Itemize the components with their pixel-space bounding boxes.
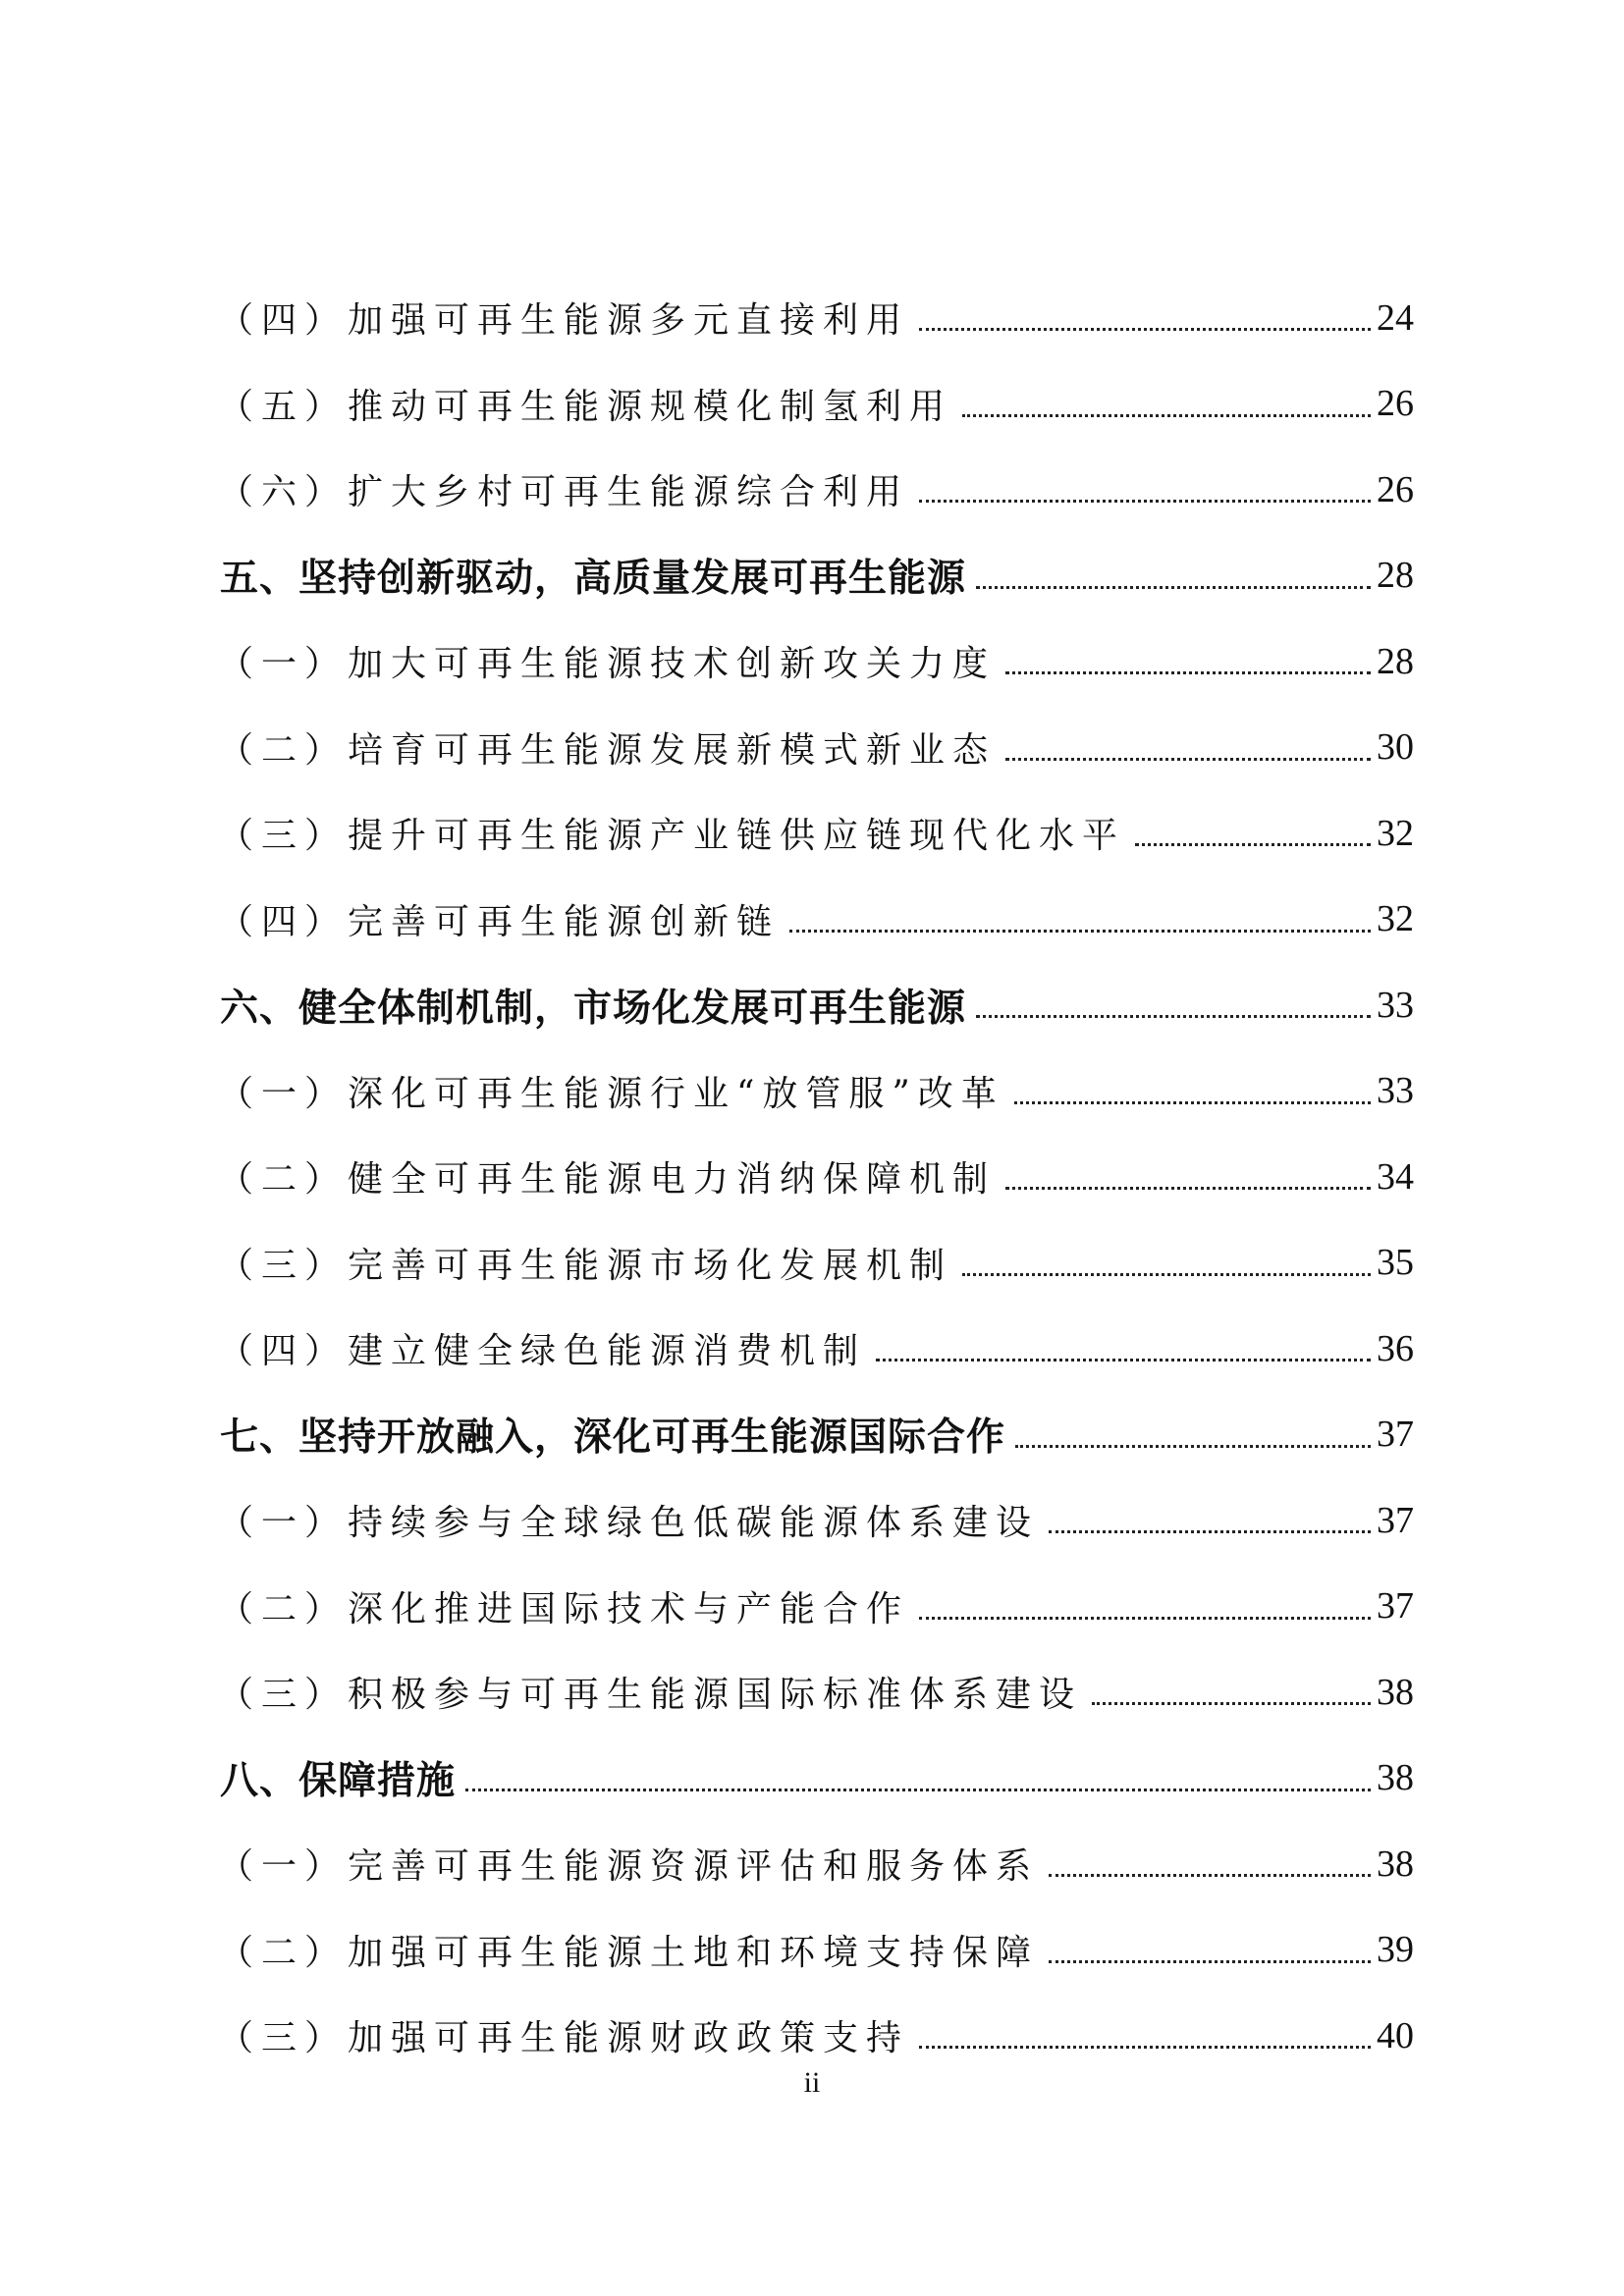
footer-page-number: ii (803, 2066, 821, 2099)
toc-entry-page: 40 (1377, 2014, 1414, 2056)
toc-entry-page: 32 (1377, 812, 1414, 854)
toc-entry[interactable] (0, 1306, 1624, 1392)
dot-leader (1005, 1187, 1371, 1190)
toc-entry[interactable] (0, 1907, 1624, 1994)
toc-entry[interactable] (0, 1564, 1624, 1650)
dot-leader (1049, 1960, 1371, 1963)
toc-entry-title: （四）完善可再生能源创新链 (218, 901, 781, 942)
toc-entry-title: （一）完善可再生能源资源评估和服务体系 (218, 1846, 1040, 1888)
toc-entry-title: （四）加强可再生能源多元直接利用 (218, 300, 910, 342)
dot-leader (976, 1015, 1371, 1018)
dot-leader (1049, 1530, 1371, 1533)
dot-leader (1015, 1445, 1371, 1448)
toc-entry-page: 28 (1377, 640, 1414, 682)
dot-leader (962, 1273, 1371, 1276)
toc-entry-page: 39 (1377, 1929, 1414, 1971)
toc-entry-page: 35 (1377, 1242, 1414, 1284)
toc-entry[interactable] (0, 705, 1624, 791)
table-of-contents (0, 275, 1624, 2079)
dot-leader (1049, 1874, 1371, 1877)
toc-chapter-title: 六、健全体制机制，市场化发展可再生能源 (220, 986, 967, 1031)
toc-entry-title: （三）加强可再生能源财政政策支持 (218, 2018, 910, 2059)
toc-entry-title: （一）加大可再生能源技术创新攻关力度 (218, 644, 997, 685)
toc-entry-page: 38 (1377, 1671, 1414, 1713)
toc-chapter-title: 八、保障措施 (220, 1759, 457, 1804)
toc-chapter-title: 七、坚持开放融入，深化可再生能源国际合作 (220, 1415, 1006, 1461)
toc-entry[interactable] (0, 1477, 1624, 1564)
toc-entry-title: （三）积极参与可再生能源国际标准体系建设 (218, 1675, 1083, 1716)
toc-entry[interactable] (0, 1134, 1624, 1220)
dot-leader (465, 1789, 1371, 1791)
toc-chapter-entry[interactable] (0, 1735, 1624, 1822)
dot-leader (876, 1359, 1371, 1362)
dot-leader (976, 586, 1371, 589)
toc-entry-title: （六）扩大乡村可再生能源综合利用 (218, 472, 910, 513)
dot-leader (1092, 1702, 1371, 1705)
dot-leader (1135, 843, 1371, 846)
toc-entry-page: 26 (1377, 383, 1414, 425)
toc-entry-page: 38 (1377, 1842, 1414, 1885)
toc-entry-title: （四）建立健全绿色能源消费机制 (218, 1331, 867, 1372)
toc-entry-page: 38 (1377, 1757, 1414, 1799)
dot-leader (1014, 1101, 1371, 1104)
toc-entry-title: （三）完善可再生能源市场化发展机制 (218, 1245, 953, 1286)
dot-leader (919, 2046, 1371, 2049)
toc-entry-title: （二）健全可再生能源电力消纳保障机制 (218, 1159, 997, 1201)
toc-entry[interactable] (0, 1649, 1624, 1735)
toc-entry[interactable] (0, 1220, 1624, 1307)
toc-chapter-entry[interactable] (0, 533, 1624, 619)
toc-entry[interactable] (0, 877, 1624, 963)
toc-entry-page: 30 (1377, 726, 1414, 769)
toc-entry-page: 33 (1377, 984, 1414, 1026)
toc-entry[interactable] (0, 790, 1624, 877)
toc-chapter-entry[interactable] (0, 962, 1624, 1048)
toc-entry-page: 28 (1377, 555, 1414, 597)
toc-entry-title: （二）加强可再生能源土地和环境支持保障 (218, 1932, 1040, 1973)
toc-entry-page: 34 (1377, 1155, 1414, 1198)
toc-entry[interactable] (0, 1048, 1624, 1135)
toc-entry-title: （五）推动可再生能源规模化制氢利用 (218, 386, 953, 427)
dot-leader (962, 414, 1371, 417)
dot-leader (919, 328, 1371, 331)
toc-chapter-entry[interactable] (0, 1392, 1624, 1478)
dot-leader (919, 1617, 1371, 1620)
toc-chapter-title: 五、坚持创新驱动，高质量发展可再生能源 (220, 557, 967, 602)
toc-entry-page: 37 (1377, 1499, 1414, 1541)
toc-entry-page: 33 (1377, 1070, 1414, 1112)
toc-entry-page: 24 (1377, 296, 1414, 339)
toc-entry-page: 26 (1377, 468, 1414, 510)
toc-entry[interactable] (0, 447, 1624, 533)
toc-entry[interactable] (0, 618, 1624, 705)
dot-leader (1005, 758, 1371, 761)
toc-entry-page: 37 (1377, 1414, 1414, 1456)
dot-leader (789, 930, 1371, 933)
toc-entry-page: 36 (1377, 1327, 1414, 1369)
toc-entry[interactable] (0, 1821, 1624, 1907)
toc-entry-page: 37 (1377, 1585, 1414, 1628)
toc-entry-title: （二）深化推进国际技术与产能合作 (218, 1588, 910, 1629)
toc-entry-title: （一）持续参与全球绿色低碳能源体系建设 (218, 1503, 1040, 1544)
toc-entry-title: （三）提升可再生能源产业链供应链现代化水平 (218, 816, 1126, 857)
toc-entry[interactable] (0, 275, 1624, 361)
toc-entry-title: （二）培育可再生能源发展新模式新业态 (218, 729, 997, 771)
dot-leader (919, 500, 1371, 503)
dot-leader (1005, 671, 1371, 674)
toc-entry[interactable] (0, 361, 1624, 448)
toc-entry-title: （一）深化可再生能源行业“放管服”改革 (218, 1073, 1004, 1114)
toc-entry-page: 32 (1377, 898, 1414, 940)
